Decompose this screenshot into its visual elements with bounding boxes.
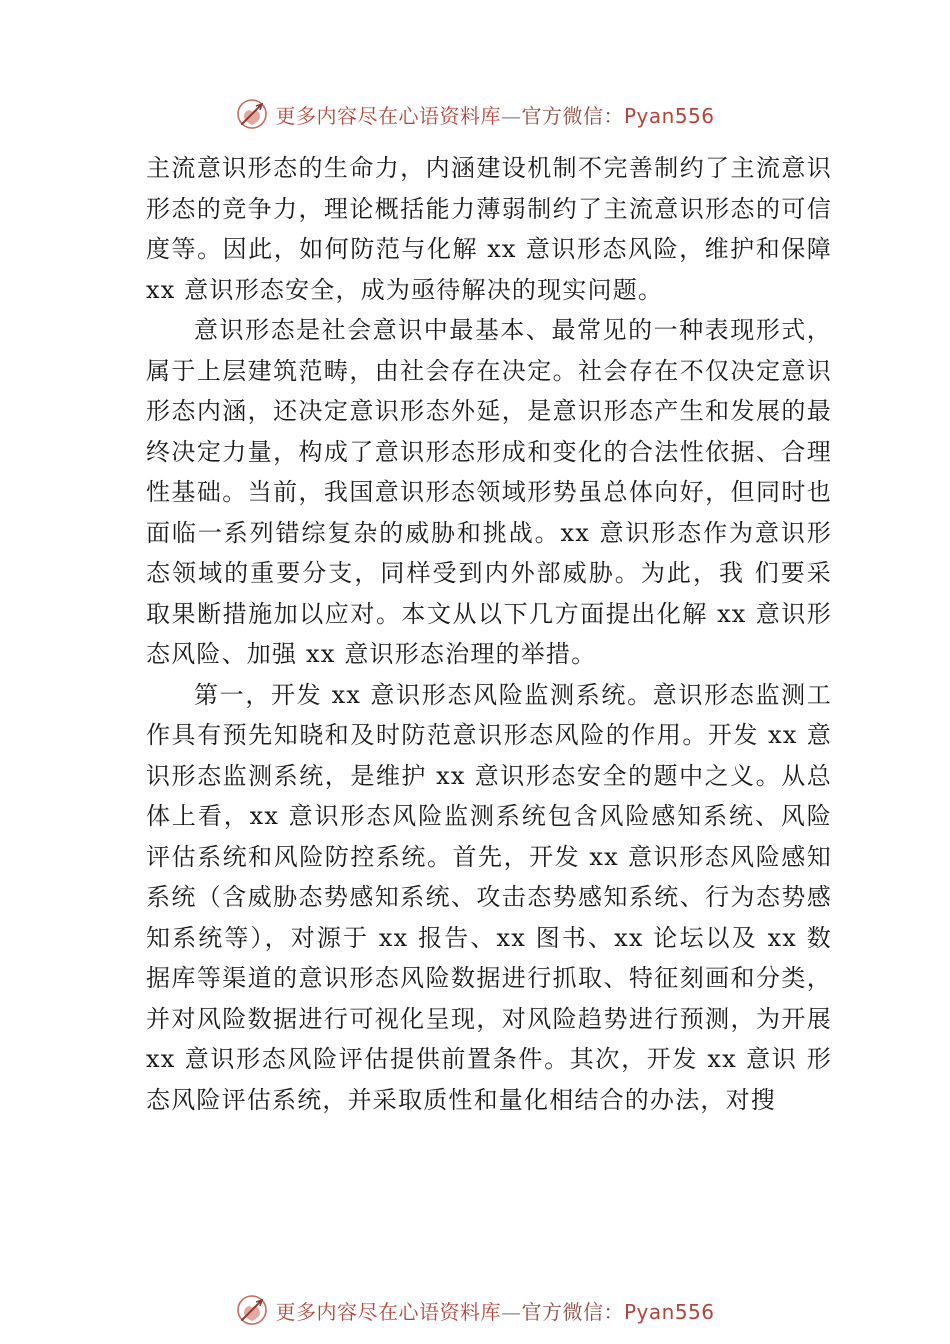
paragraph-monitoring-system: 第一，开发 xx 意识形态风险监测系统。意识形态监测工作具有预先知晓和及时防范意识形态风险的作用。开发 xx 意识形态监测系统，是维护 xx 意识形态安全的题中之义。从总 体上看，xx 意识形态风险监测系统包含风险感知系统、风险评估系统和风险防控系统。首先，开发 xx 意识形态风险感知 系统（含威胁态势感知系统、攻击态势感知系统、行为态势感知系统等），对源于 xx 报告、xx 图书、xx 论坛以及 xx 数 据库等渠道的意识形态风险数据进行抓取、特征刻画和分类， 并对风险数据进行可视化呈现，对风险趋势进行预测，为开展 xx 意识形态风险评估提供前置条件。其次，开发 xx 意识 形态风险评估系统，并采取质性和量化相结合的办法，对搜 [146,680,832,1114]
paragraph-continuation: 主流意识形态的生命力，内涵建设机制不完善制约了主流意识形态的竞争力，理论概括能力薄弱制约了主流意识形态的可信度等。因此，如何防范与化解 xx 意识形态风险，维护和保障 xx 意识形态安全，成为亟待解决的现实问题。 [146,154,832,304]
banner-separator: — [500,1299,522,1324]
quill-heart-icon [235,1293,269,1327]
quill-heart-icon [235,97,269,131]
footer-watermark-banner [0,1290,950,1330]
banner-wechat-handle: Pyan556 [623,1299,715,1324]
document-body [146,148,832,1120]
banner-main-text: 更多内容尽在心语资料库 [275,1299,501,1324]
paragraph-ideology-definition: 意识形态是社会意识中最基本、最常见的一种表现形式，属于上层建筑范畴，由社会存在决定。社会存在不仅决定意识形态内涵，还决定意识形态外延，是意识形态产生和发展的最终决定力量，构成了意识形态形成和变化的合法性依据、合理性基础。当前，我国意识形态领域形势虽总体向好，但同时也面临一系列错综复杂的威胁和挑战。xx 意识形态作为意识形态领域的重要分支，同样受到内外部威胁。为此，我 们要采取果断措施加以应对。本文从以下几方面提出化解 xx 意识形态风险、加强 xx 意识形态治理的举措。 [146,316,832,668]
banner-wechat-label: 官方微信： [521,1299,624,1324]
banner-main-text: 更多内容尽在心语资料库 [275,103,501,128]
banner-text [275,100,714,129]
banner-wechat-handle: Pyan556 [623,103,715,128]
banner-separator: — [500,103,522,128]
banner-wechat-label: 官方微信： [521,103,624,128]
banner-text [275,1296,714,1325]
header-watermark-banner [0,94,950,134]
